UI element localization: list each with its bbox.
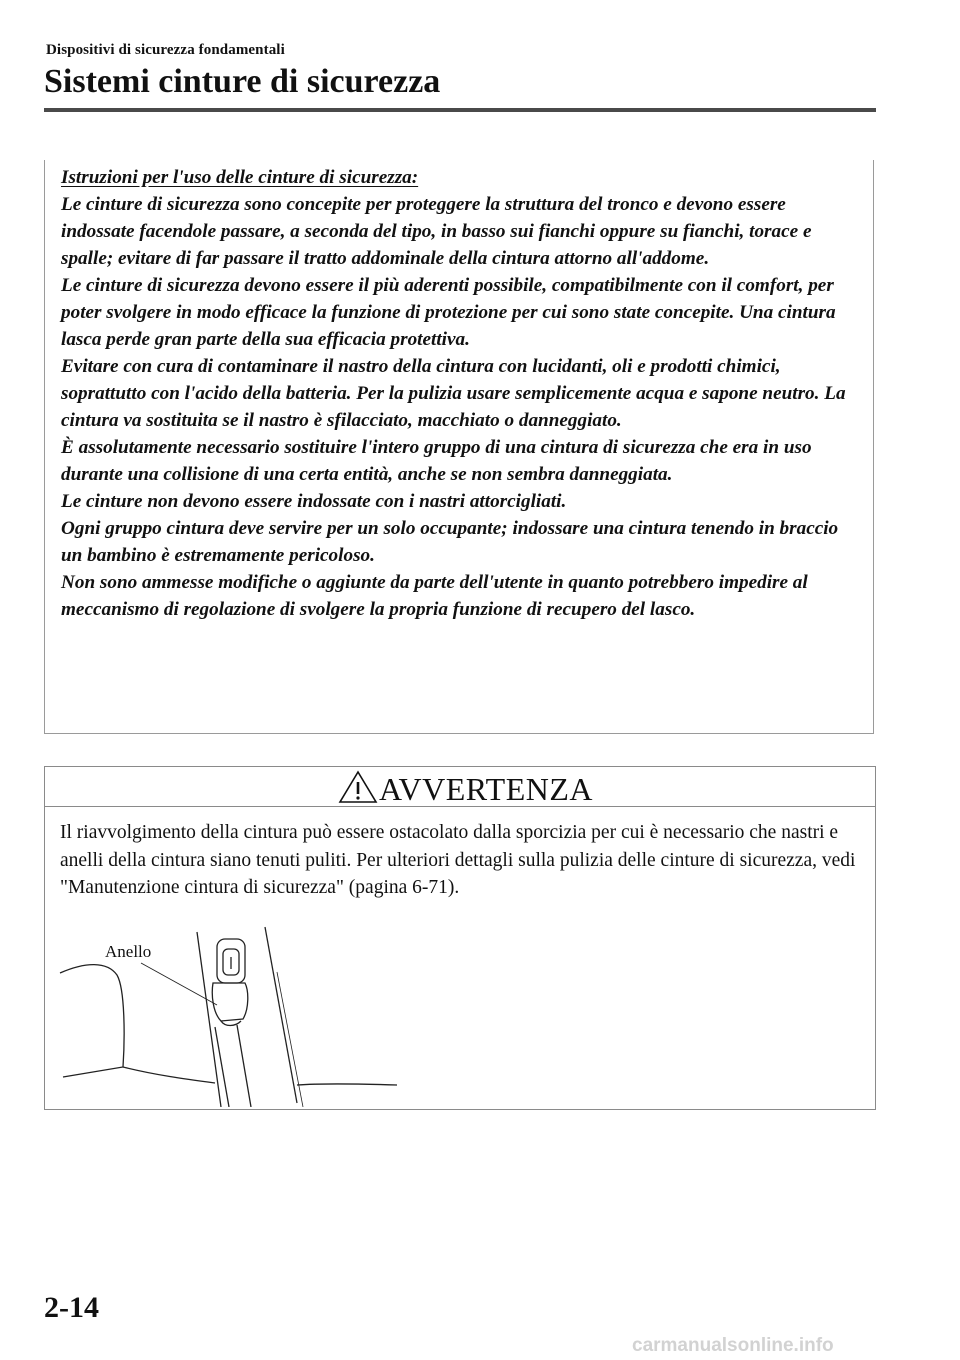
notice-box xyxy=(44,160,874,734)
notice-paragraph-5: Le cinture non devono essere indossate con i nastri attorcigliati. xyxy=(61,491,567,512)
warning-header xyxy=(45,767,875,807)
warning-text: Il riavvolgimento della cintura può essere ostacolato dalla sporcizia per cui è necessario che nastri e anelli della cintura siano tenuti puliti. Per ulteriori dettagli sulla pulizia delle cinture di sicurezza, vedi "Manutenzione cintura di sicurezza" (pagina 6-71). xyxy=(60,822,856,898)
title-rule xyxy=(44,108,876,112)
page-number: 2-14 xyxy=(44,1291,99,1324)
watermark-logo xyxy=(632,1334,956,1356)
page-title: Sistemi cinture di sicurezza xyxy=(44,63,441,100)
warning-triangle-icon xyxy=(337,769,379,805)
warning-title: AVVERTENZA xyxy=(379,771,594,807)
warning-box xyxy=(44,766,876,1110)
anello-label: Anello xyxy=(105,942,152,961)
section-label: Dispositivi di sicurezza fondamentali xyxy=(46,42,285,58)
svg-text:carmanualsonline.info: carmanualsonline.info xyxy=(632,1335,834,1356)
notice-paragraph-2: Le cinture di sicurezza devono essere il più aderenti possibile, compatibilmente con il comfort, per poter svolgere in modo efficace la funzione di protezione per cui sono state concepite. Una cintura lasca perde gran parte della sua efficacia protettiva. xyxy=(61,275,836,350)
notice-paragraph-3: Evitare con cura di contaminare il nastro della cintura con lucidanti, oli e prodotti chimici, soprattutto con l'acido della batteria. Per la pulizia usare semplicemente acqua e sapone neutro. La cintura va sostituita se il nastro è sfilacciato, macchiato o danneggiato. xyxy=(61,356,846,431)
notice-paragraph-4: È assolutamente necessario sostituire l'intero gruppo di una cintura di sicurezza che era in uso durante una collisione di una certa entità, anche se non sembra danneggiata. xyxy=(61,437,812,485)
notice-paragraph-6: Ogni gruppo cintura deve servire per un solo occupante; indossare una cintura tenendo in braccio un bambino è estremamente pericoloso. xyxy=(61,518,839,566)
notice-paragraph-7: Non sono ammesse modifiche o aggiunte da parte dell'utente in quanto potrebbero impedire al meccanismo di regolazione di svolgere la propria funzione di recupero del lasco. xyxy=(61,572,808,620)
notice-paragraph-1: Le cinture di sicurezza sono concepite per proteggere la struttura del tronco e devono essere indossate facendole passare, a seconda del tipo, in basso sui fianchi oppure su fianchi, torace e spalle; evitare di far passare il tratto addominale della cintura attorno all'addome. xyxy=(61,194,812,269)
notice-heading: Istruzioni per l'uso delle cinture di sicurezza: xyxy=(61,167,419,188)
